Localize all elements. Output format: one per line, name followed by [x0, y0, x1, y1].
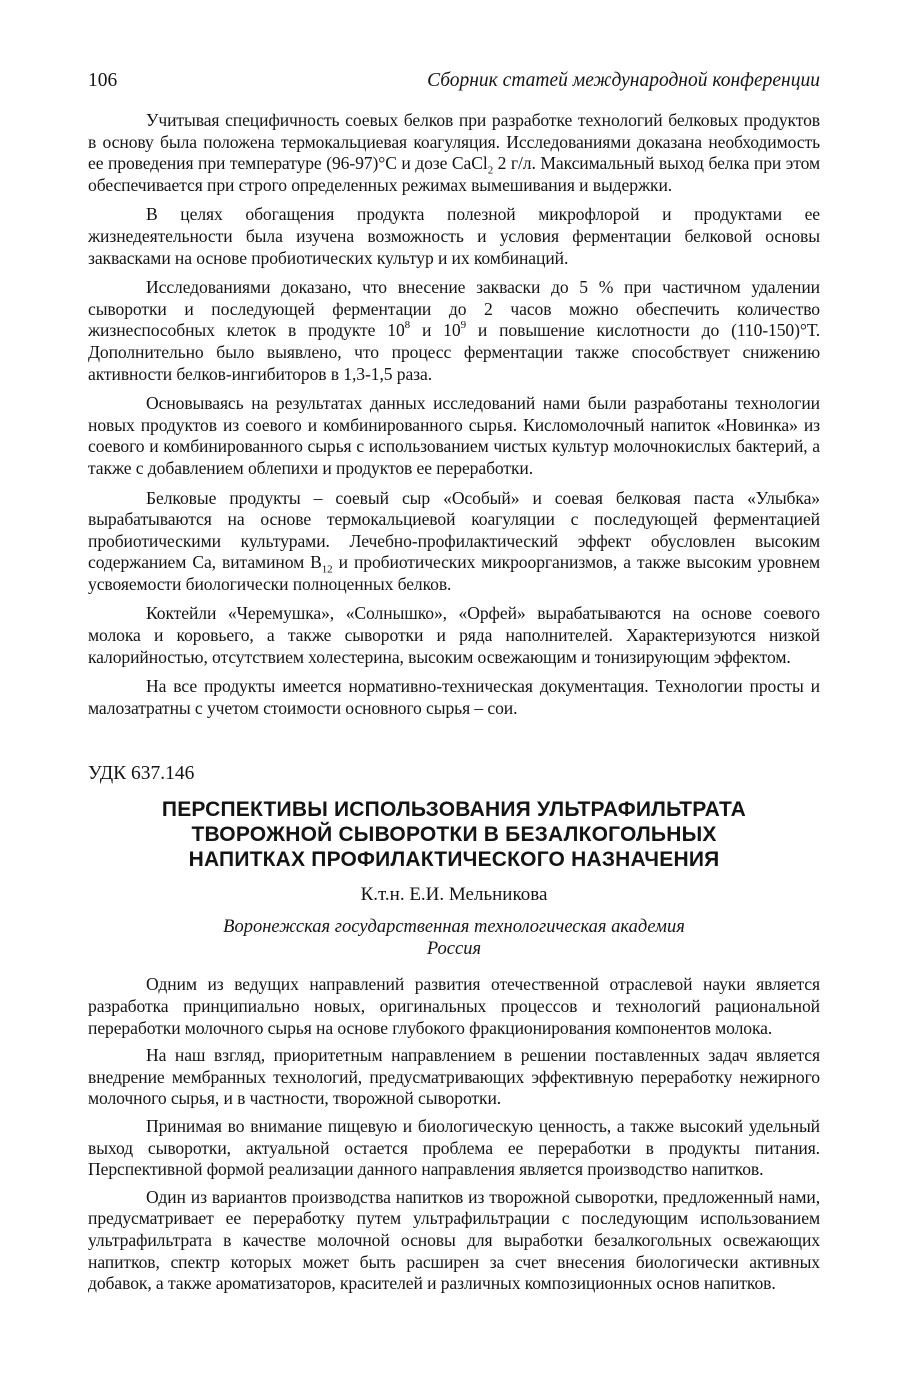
paragraph: Коктейли «Черемушка», «Солнышко», «Орфей» вырабатываются на основе соевого молока и коровьего, а также сыворотки и ряда наполнителей. Характеризуются низкой калорийностью, отсутствием холестерина, высоким освежающим и тонизирующим эффектом. [88, 603, 820, 667]
article-title [88, 797, 820, 872]
paragraph: Один из вариантов производства напитков из творожной сыворотки, предложенный нами, предусматривает ее переработку путем ультрафильтрации с последующим использованием ультрафильтрата в качестве молочной основы для выработки безалкогольных освежающих напитков, спектр которых может быть расширен за счет внесения биологически активных добавок, а также ароматизаторов, красителей и различных композиционных основ напитков. [88, 1186, 820, 1294]
paragraph: Учитывая специфичность соевых белков при разработке технологий белковых продуктов в основу была положена термокальциевая коагуляция. Исследованиями доказана необходимость ее проведения при температуре (96-97)°С и дозе CaCl$_2$ 2 г/л. Максимальный выход белка при этом обеспечивается при строго определенных режимах вымешивания и выдержки. [88, 110, 820, 195]
author: К.т.н. Е.И. Мельникова [360, 884, 548, 906]
country: Россия [426, 939, 482, 960]
paragraph: Исследованиями доказано, что внесение закваски до 5 % при частичном удалении сыворотки и последующей ферментации до 2 часов можно обеспечить количество жизнеспособных клеток в продукте $10^8$ и $10^9$ и повышение кислотности до (110-150)°Т. Дополнительно было выявлено, что процесс ферментации также способствует снижению активности белков-ингибиторов в 1,3-1,5 раза. [88, 277, 820, 384]
udk-code: УДК 637.146 [88, 763, 195, 785]
paragraph: Одним из ведущих направлений развития отечественной отраслевой науки является разработка принципиально новых, оригинальных процессов и технологий рациональной переработки молочного сырья на основе глубокого фракционирования компонентов молока. [88, 974, 820, 1038]
document-page [88, 70, 820, 1301]
paragraph: Белковые продукты – соевый сыр «Особый» и соевая белковая паста «Улыбка» вырабатываются на основе термокальциевой коагуляции с последующей ферментацией пробиотическими культурами. Лечебно-профилактический эффект обусловлен высоким содержанием Са, витамином $В_{12}$ и пробиотических микроорганизмов, а также высоким уровнем усвояемости биологически полноценных белков. [88, 487, 820, 594]
paragraph: На все продукты имеется нормативно-техническая документация. Технологии просты и малозатратны с учетом стоимости основного сырья – сои. [88, 676, 820, 718]
affiliation-block [88, 916, 820, 960]
title-line: ПЕРСПЕКТИВЫ ИСПОЛЬЗОВАНИЯ УЛЬТРАФИЛЬТРАТА [161, 798, 747, 822]
title-line: ТВОРОЖНОЙ СЫВОРОТКИ В БЕЗАЛКОГОЛЬНЫХ [191, 823, 717, 847]
affiliation: Воронежская государственная технологическая академия [223, 917, 685, 938]
title-line: НАПИТКАХ ПРОФИЛАКТИЧЕСКОГО НАЗНАЧЕНИЯ [188, 848, 720, 872]
page-number: 106 [88, 70, 118, 91]
journal-title: Сборник статей международной конференции [427, 70, 820, 91]
running-header [88, 70, 820, 96]
paragraph: На наш взгляд, приоритетным направлением в решении поставленных задач является внедрение мембранных технологий, предусматривающих эффективную переработку нежирного молочного сырья, и в частности, творожной сыворотки. [88, 1045, 820, 1109]
paragraph: Принимая во внимание пищевую и биологическую ценность, а также высокий удельный выход сыворотки, актуальной остается проблема ее переработки в продукты питания. Перспективной формой реализации данного направления является производство напитков. [88, 1116, 820, 1180]
paragraph: Основываясь на результатах данных исследований нами были разработаны технологии новых продуктов из соевого и комбинированного сырья. Кисломолочный напиток «Новинка» из соевого и комбинированного сырья с использованием чистых культур молочнокислых бактерий, а также с добавлением облепихи и продуктов ее переработки. [88, 393, 820, 478]
paragraph: В целях обогащения продукта полезной микрофлорой и продуктами ее жизнедеятельности была изучена возможность и условия ферментации белковой основы заквасками на основе пробиотических культур и их комбинаций. [88, 204, 820, 268]
